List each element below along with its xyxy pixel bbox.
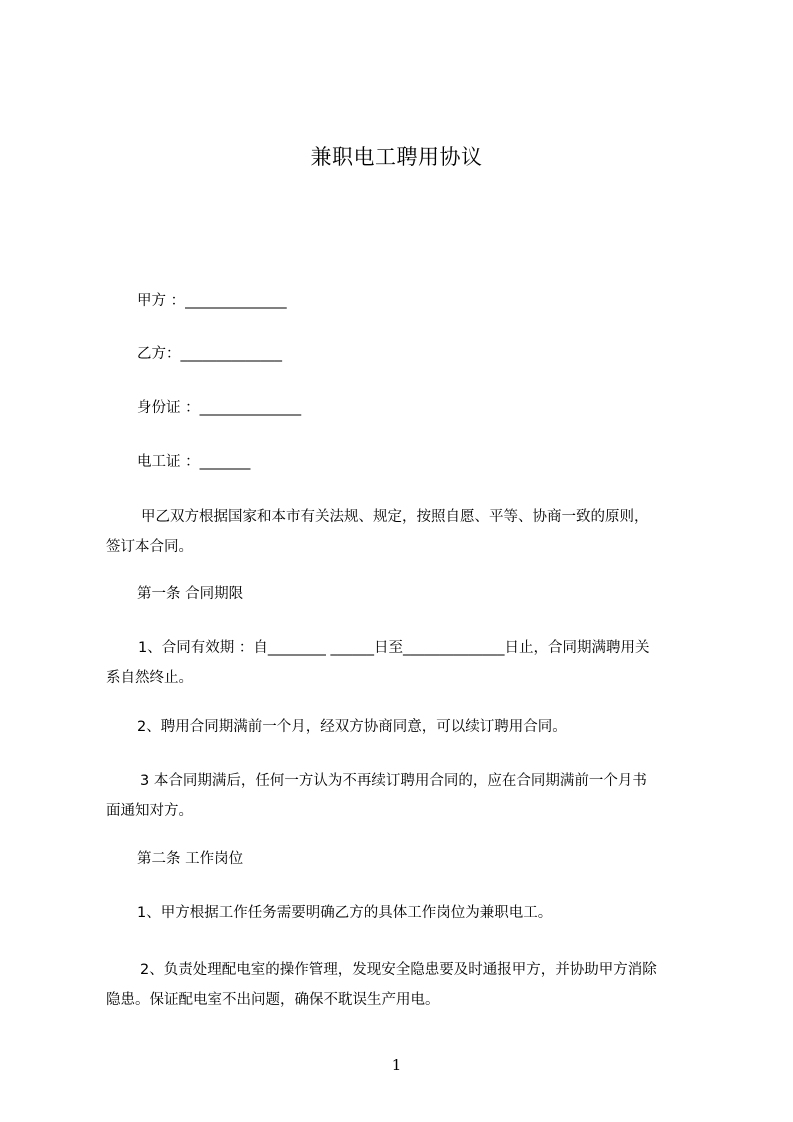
article-1-item-3-line-2: 面通知对方。 [106,803,193,819]
intro-line-1: 甲乙双方根据国家和本市有关法规、规定，按照自愿、平等、协商一致的原则， [141,509,649,525]
article-1-item-3-line-1: 3 本合同期满后，任何一方认为不再续订聘用合同的，应在合同期满前一个月书 [140,773,647,789]
article-1-item-1-line-1: 1、合同有效期 ：自________ ______日至______________日止，合同期满聘用关 [138,640,650,656]
article-2-item-2-line-1: 2、负责处理配电室的操作管理，发现安全隐患要及时通报甲方，并协助甲方消除 [140,962,657,978]
field-electrician-certificate: 电工证 ：_______ [137,454,251,470]
field-party-a: 甲方 ：______________ [137,293,287,309]
article-1-heading: 第一条 合同期限 [137,586,244,602]
document-title: 兼职电工聘用协议 [310,145,483,169]
field-party-b: 乙方：______________ [137,346,282,362]
field-id-card: 身份证 ：______________ [137,400,302,416]
article-2-item-2-line-2: 隐患。保证配电室不出问题，确保不耽误生产用电。 [106,992,440,1008]
article-2-heading: 第二条 工作岗位 [137,851,244,867]
article-1-item-2-line-1: 2、聘用合同期满前一个月，经双方协商同意，可以续订聘用合同。 [137,719,567,735]
page-number: 1 [391,1056,402,1074]
article-2-item-1-line-1: 1、甲方根据工作任务需要明确乙方的具体工作岗位为兼职电工。 [137,905,553,921]
article-1-item-1-line-2: 系自然终止。 [106,670,193,686]
intro-line-2: 签订本合同。 [106,539,193,555]
